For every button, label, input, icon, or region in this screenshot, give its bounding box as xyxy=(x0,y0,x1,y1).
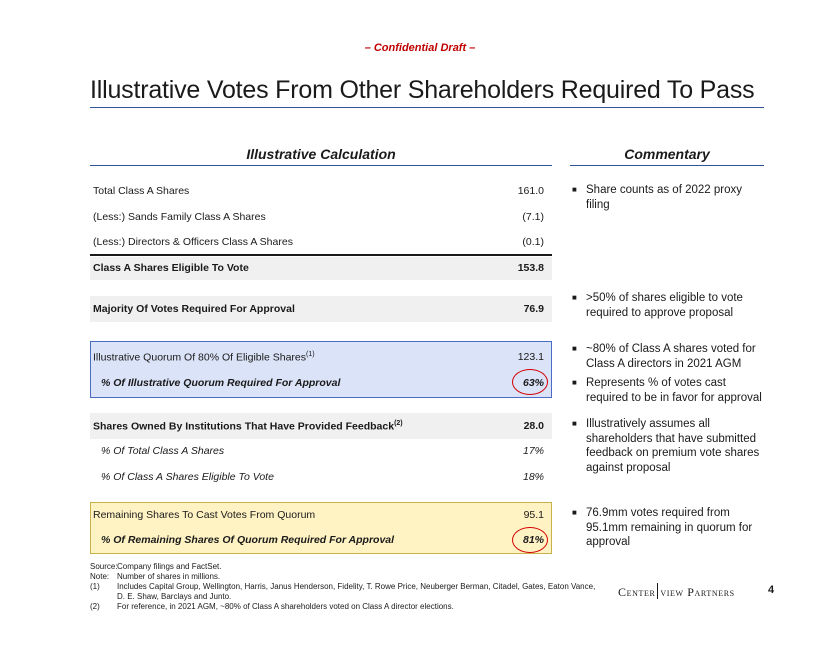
commentary-heading: Commentary xyxy=(624,146,710,162)
commentary-heading-rule xyxy=(570,165,764,166)
row-value: 17% xyxy=(522,445,544,457)
row-label: % Of Total Class A Shares xyxy=(101,445,225,457)
row-label: Shares Owned By Institutions That Have Provided Feedback$^{(2)}$ xyxy=(93,420,403,433)
table-row xyxy=(90,231,552,253)
table-row xyxy=(90,529,552,551)
table-row xyxy=(90,257,552,280)
row-value: (7.1) xyxy=(522,211,544,223)
row-value: 18% xyxy=(522,471,544,483)
bullet-icon: ■ xyxy=(572,185,577,194)
row-label: Class A Shares Eligible To Vote xyxy=(93,262,249,274)
row-label: Total Class A Shares xyxy=(93,185,190,197)
highlight-circle xyxy=(512,369,548,395)
row-value: 76.9 xyxy=(523,303,544,315)
table-row xyxy=(90,206,552,228)
page-title: Illustrative Votes From Other Shareholders Required To Pass xyxy=(90,76,755,104)
row-value: 81% xyxy=(522,534,544,546)
row-value: 95.1 xyxy=(523,509,544,521)
table-row xyxy=(90,465,552,491)
bullet-icon: ■ xyxy=(572,508,577,517)
bullet-text: 76.9mm votes required from 95.1mm remaining in quorum for approval xyxy=(586,507,753,548)
row-value: 123.1 xyxy=(517,351,544,363)
row-label: Majority Of Votes Required For Approval xyxy=(93,303,295,315)
row-value: (0.1) xyxy=(522,236,544,248)
row-label: Remaining Shares To Cast Votes From Quorum xyxy=(93,509,316,521)
row-value: 153.8 xyxy=(517,262,544,274)
subtotal-rule xyxy=(90,254,552,256)
title-divider xyxy=(90,107,764,108)
row-value: 28.0 xyxy=(523,420,544,432)
calculation-heading-rule xyxy=(90,165,552,166)
row-label: Illustrative Quorum Of 80% Of Eligible Shares$^{(1)}$ xyxy=(93,351,315,364)
row-label: % Of Remaining Shares Of Quorum Required For Approval xyxy=(101,534,395,546)
bullet-text: >50% of shares eligible to vote required to approve proposal xyxy=(586,292,743,319)
table-row xyxy=(90,372,552,394)
row-value: 161.0 xyxy=(517,185,544,197)
highlight-circle xyxy=(512,527,548,553)
bullet-text: Share counts as of 2022 proxy filing xyxy=(586,184,742,211)
row-label: % Of Class A Shares Eligible To Vote xyxy=(101,471,274,483)
bullet-icon: ■ xyxy=(572,293,577,302)
row-value: 63% xyxy=(522,377,544,389)
table-row xyxy=(90,439,552,465)
bullet-text: Represents % of votes cast required to be in favor for approval xyxy=(586,377,762,404)
bullet-icon: ■ xyxy=(572,419,577,428)
table-row xyxy=(90,346,552,368)
page-number: 4 xyxy=(768,584,775,596)
table-row xyxy=(90,296,552,322)
bullet-text: Illustratively assumes all shareholders that have submitted feedback on premium vote shares against proposal xyxy=(586,418,760,474)
bullet-icon: ■ xyxy=(572,378,577,387)
calculation-heading: Illustrative Calculation xyxy=(246,146,396,162)
confidential-draft-label: – Confidential Draft – xyxy=(364,42,476,54)
bullet-text: ~80% of Class A shares voted for Class A directors in 2021 AGM xyxy=(586,343,756,370)
bullet-icon: ■ xyxy=(572,344,577,353)
row-label: (Less:) Sands Family Class A Shares xyxy=(93,211,266,223)
row-label: % Of Illustrative Quorum Required For Approval xyxy=(101,377,341,389)
row-label: (Less:) Directors & Officers Class A Shares xyxy=(93,236,293,248)
table-row xyxy=(90,413,552,439)
company-logo: Center view Partners xyxy=(618,585,735,599)
table-row xyxy=(90,180,552,202)
table-row xyxy=(90,504,552,526)
